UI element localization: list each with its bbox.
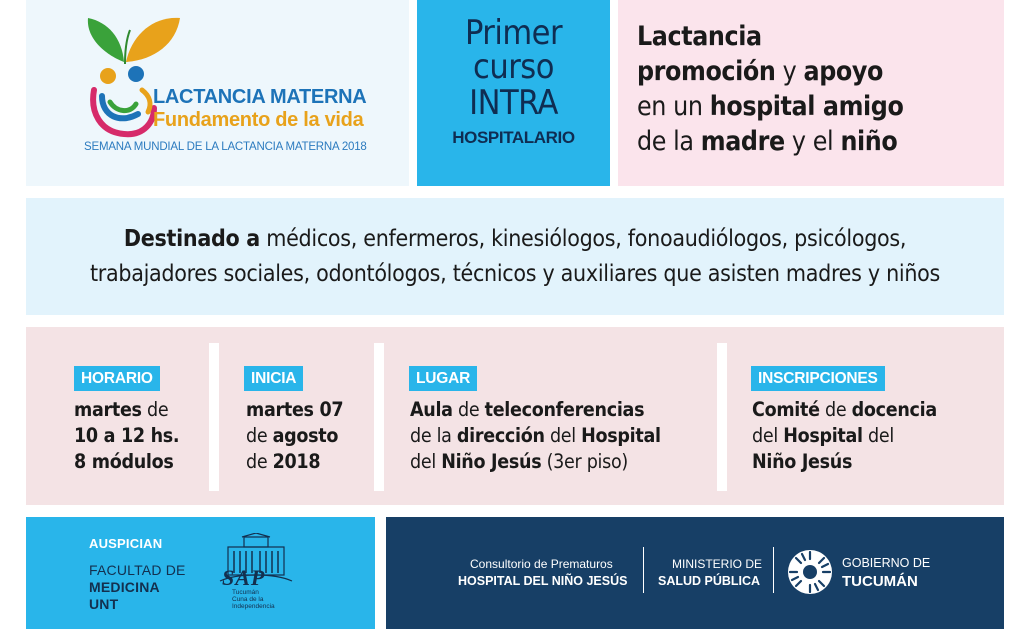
audience-line-1 (26, 226, 1004, 252)
title-word: apoyo (803, 56, 884, 87)
title-word: y el (784, 126, 841, 157)
footer-divider (773, 547, 774, 593)
course-line-intra: INTRA (469, 83, 558, 123)
title-line-2 (637, 56, 883, 87)
lugar-text: teleconferencias (484, 398, 645, 421)
title-line-3 (637, 91, 903, 122)
tucuman-sun-icon (786, 548, 834, 596)
logo-title: LACTANCIA MATERNA (153, 86, 367, 108)
ministerio-line-1: MINISTERIO DE (672, 557, 763, 571)
inscripciones-text: de (819, 398, 852, 421)
inicia-line-2 (246, 424, 338, 447)
lugar-text: Aula (410, 398, 453, 421)
lugar-text: del (544, 424, 582, 447)
inscripciones-text: Hospital (783, 424, 863, 447)
inscripciones-text: Comité (752, 398, 820, 421)
column-divider (374, 343, 384, 491)
course-line-primer: Primer (464, 13, 563, 53)
title-word: madre (700, 126, 785, 157)
lugar-text: del (410, 450, 442, 473)
horario-label: HORARIO (74, 366, 160, 391)
inicia-line-1: martes 07 (246, 398, 344, 421)
ministerio-line-2: SALUD PÚBLICA (658, 574, 761, 588)
lugar-line-1 (410, 398, 644, 421)
horario-line-3: 8 módulos (74, 450, 174, 473)
horario-text: de (141, 398, 169, 421)
lugar-text: (3er piso) (541, 450, 628, 473)
sap-caption (232, 589, 275, 610)
inicia-label: INICIA (244, 366, 303, 391)
title-word: en un (637, 91, 710, 122)
lugar-text: dirección (456, 424, 545, 447)
lugar-label: LUGAR (409, 366, 477, 391)
inscripciones-label: INSCRIPCIONES (751, 366, 885, 391)
title-panel (618, 0, 1004, 186)
sponsors-panel (26, 517, 375, 629)
inicia-text: 2018 (272, 450, 321, 473)
title-word: Lactancia (637, 21, 762, 52)
course-panel (417, 0, 610, 186)
sap-caption-line: Tucumán (232, 589, 259, 596)
faculty-line-2: MEDICINA (89, 579, 160, 595)
course-line-hospitalario: HOSPITALARIO (452, 128, 575, 147)
inicia-text: de (246, 450, 273, 473)
logo-subtitle: Fundamento de la vida (153, 109, 364, 131)
consultorio-line-1: Consultorio de Prematuros (470, 557, 613, 571)
horario-line-2: 10 a 12 hs. (74, 424, 180, 447)
sap-logo-text: SAP (222, 565, 266, 590)
audience-line-2: trabajadores sociales, odontólogos, técnicos y auxiliares que asisten madres y niños (89, 261, 941, 287)
lugar-line-2 (410, 424, 661, 447)
horario-text: martes (74, 398, 142, 421)
consultorio-line-2: HOSPITAL DEL NIÑO JESÚS (458, 574, 628, 588)
title-word: niño (840, 126, 898, 157)
audience-bold: Destinado a (123, 226, 260, 252)
title-word: y (775, 56, 804, 87)
gobierno-line-1: GOBIERNO DE (842, 556, 931, 570)
faculty-line-3: UNT (89, 596, 119, 612)
horario-line-1 (74, 398, 168, 421)
course-line-curso: curso (473, 47, 554, 87)
sap-caption-line: Independencia (232, 603, 275, 610)
sap-caption-line: Cuna de la (232, 596, 264, 603)
title-word: hospital amigo (709, 91, 904, 122)
logo-week-text: SEMANA MUNDIAL DE LA LACTANCIA MATERNA 2018 (84, 141, 367, 153)
lugar-text: Hospital (581, 424, 661, 447)
sponsors-title: AUSPICIAN (89, 536, 163, 551)
audience-text: médicos, enfermeros, kinesiólogos, fonoaudiólogos, psicólogos, (259, 226, 907, 252)
lugar-text: de la (410, 424, 457, 447)
lugar-text: Niño Jesús (441, 450, 542, 473)
inicia-text: de (246, 424, 273, 447)
inicia-text: agosto (272, 424, 339, 447)
inscripciones-text: docencia (851, 398, 937, 421)
lugar-line-3 (410, 450, 628, 473)
inscripciones-line-2 (752, 424, 894, 447)
title-word: de la (637, 126, 701, 157)
title-line-4 (637, 126, 897, 157)
inscripciones-text: del (752, 424, 784, 447)
inscripciones-line-1 (752, 398, 937, 421)
column-divider (209, 343, 219, 491)
gobierno-line-2: TUCUMÁN (842, 573, 918, 590)
footer-divider (643, 547, 644, 593)
faculty-line-1: FACULTAD DE (89, 562, 186, 578)
inscripciones-text: del (862, 424, 894, 447)
inicia-line-3 (246, 450, 320, 473)
audience-panel (26, 198, 1004, 315)
title-word: promoción (637, 56, 776, 87)
lugar-text: de (452, 398, 485, 421)
inscripciones-line-3: Niño Jesús (752, 450, 853, 473)
title-line-1 (637, 21, 762, 52)
column-divider (717, 343, 727, 491)
